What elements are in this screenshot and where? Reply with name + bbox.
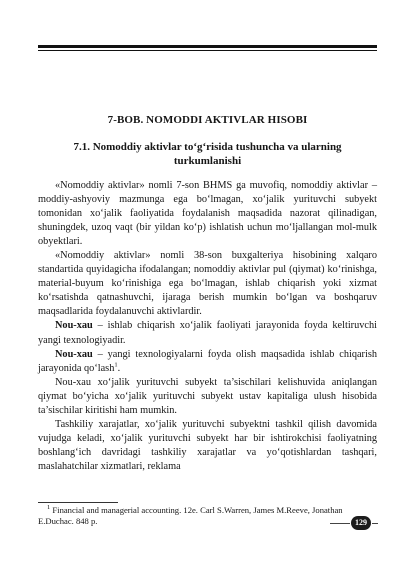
- paragraph-3: [38, 319, 377, 347]
- paragraph-6: Tashkiliy xarajatlar, xo‘jalik yurituvchi subyektni tashkil qilish davomida vujudga keladi, xo‘jalik yurituvchi subyekt har bir ishtirokchisi faoliyatning boshlang‘ich davridagi tashkiliy xarajatlar va yo‘qotishlardan tashqari, maslahatchilar xizmatlari, reklama: [38, 418, 377, 472]
- header-rule-thin: [38, 50, 377, 51]
- footnote-rule: [38, 502, 118, 503]
- paragraph-4-text: – yangi texnologiyalarni foyda olish maqsadida ishlab chiqarish jarayonida qo‘lash: [38, 348, 377, 374]
- footnote-text: Financial and managerial accounting. 12e. Carl S.Warren, James M.Reeve, Jonathan E.Duchac. 848 p.: [38, 505, 343, 526]
- footnote-ref[interactable]: 1: [114, 361, 118, 369]
- footnote-marker: 1: [47, 504, 51, 512]
- section-title: 7.1. Nomoddiy aktivlar to‘g‘risida tushuncha va ularning turkumlanishi: [73, 141, 342, 167]
- header-rule-thick: [38, 45, 377, 48]
- paragraph-1: «Nomoddiy aktivlar» nomli 7-son BHMS ga muvofiq, nomoddiy aktivlar – moddiy-ashyoviy mazmunga ega bo‘lmagan, xo‘jalik yurituvchi subyekt tomonidan xo‘jalik faoliyatida foydalanish maqsadida nazorat qilinadigan, shuningdek, uzoq vaqt (bir yildan ko‘p) ishlatish uchun mo‘ljallangan mol-mulk obyektlari.: [38, 180, 377, 248]
- page-badge-line-left: [330, 523, 350, 524]
- footnote: [38, 505, 358, 527]
- paragraph-2: «Nomoddiy aktivlar» nomli 38-son buxgalteriya hisobining xalqaro standartida quyidagicha ifodalangan; nomoddiy aktivlar pul (qiymat) ko‘rinishga, material-buyum ko‘rinishiga ega bo‘lmagan, ishlab chiqarish yoki xizmat ko‘rsatishda qatnashuvchi, ijaraga berish mumkin bo‘lgan va boshqaruv maqsadlarida foydalanuvchi aktivlardir.: [38, 250, 377, 318]
- term-nou-xau-2: Nou-xau: [55, 348, 93, 360]
- page-number-badge: 129: [351, 516, 371, 530]
- paragraph-5: Nou-xau xo‘jalik yurituvchi subyekt ta’sischilari kelishuvida aniqlangan qiymat bo‘yicha xo‘jalik yurituvchi subyekt ustav kapitaliga ulush hisobida ta’sischilar kiritishi ham mumkin.: [38, 376, 377, 416]
- page-badge-line-right: [372, 523, 378, 524]
- paragraph-4-end: .: [117, 362, 121, 374]
- paragraph-4: [38, 348, 377, 376]
- body-text: [38, 179, 377, 474]
- paragraph-3-text: – ishlab chiqarish xo‘jalik faoliyati jarayonida foyda keltiruvchi yangi texnologiyadir.: [38, 320, 377, 346]
- chapter-title: 7-BOB. NOMODDI AKTIVLAR HISOBI: [107, 114, 308, 126]
- term-nou-xau: Nou-xau: [55, 320, 93, 332]
